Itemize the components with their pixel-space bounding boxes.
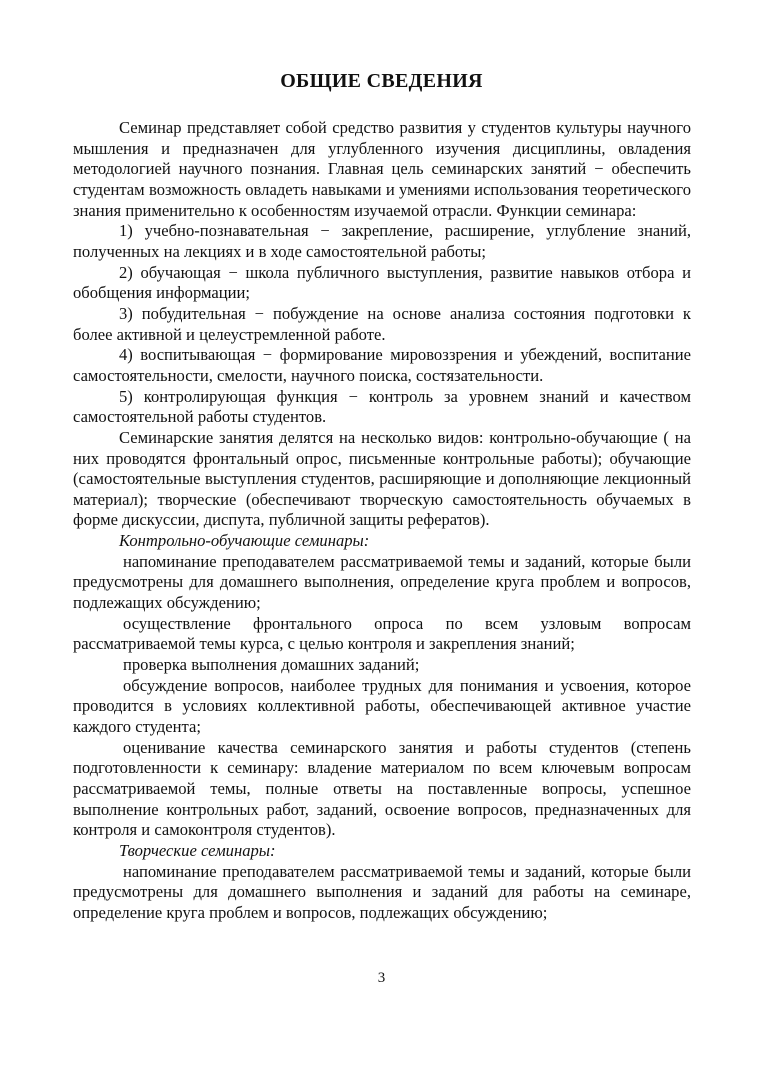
document-body [73, 118, 691, 924]
function-item: 2) обучающая − школа публичного выступления, развитие навыков отбора и обобщения информации; [73, 262, 691, 303]
creative-item: напоминание преподавателем рассматриваемой темы и заданий, которые были предусмотрены для домашнего выполнения и заданий для работы на семинаре, определение круга проблем и вопросов, подлежащих обсуждению; [73, 861, 691, 922]
function-item: 5) контролирующая функция − контроль за уровнем знаний и качеством самостоятельной работы студентов. [73, 386, 691, 427]
page-title: ОБЩИЕ СВЕДЕНИЯ [280, 70, 483, 92]
control-item: оценивание качества семинарского занятия и работы студентов (степень подготовленности к семинару: владение материалом по всем ключевым вопросам рассматриваемой темы, полные ответы на поставленные вопросы, успешное выполнение контрольных работ, заданий, освоение вопросов, предназначенных для контроля и самоконтроля студентов). [73, 737, 691, 840]
control-item: обсуждение вопросов, наиболее трудных для понимания и усвоения, которое проводится в условиях коллективной работы, обеспечивающей активное участие каждого студента; [73, 675, 691, 737]
seminar-types-paragraph: Семинарские занятия делятся на несколько видов: контрольно-обучающие ( на них проводятся фронтальный опрос, письменные контрольные работы); обучающие (самостоятельные выступления студентов, расширяющие и дополняющие лекционный материал); творческие (обеспечивают творческую самостоятельность обучаемых в форме дискуссии, диспута, публичной защиты рефератов). [73, 427, 691, 530]
function-item: 3) побудительная − побуждение на основе анализа состояния подготовки к более активной и целеустремленной работе. [73, 303, 691, 344]
function-item: 4) воспитывающая − формирование мировоззрения и убеждений, воспитание самостоятельности, смелости, научного поиска, состязательности. [73, 345, 691, 385]
control-item: осуществление фронтального опроса по всем узловым вопросам рассматриваемой темы курса, с целью контроля и закрепления знаний; [73, 613, 691, 654]
control-item: проверка выполнения домашних заданий; [123, 655, 420, 675]
function-item: 1) учебно-познавательная − закрепление, расширение, углубление знаний, полученных на лекциях и в ходе самостоятельной работы; [73, 221, 691, 261]
control-item: напоминание преподавателем рассматриваемой темы и заданий, которые были предусмотрены для домашнего выполнения, определение круга проблем и вопросов, подлежащих обсуждению; [73, 551, 691, 613]
creative-seminars-heading: Творческие семинары: [119, 840, 276, 860]
intro-paragraph: Семинар представляет собой средство развития у студентов культуры научного мышления и предназначен для углубленного изучения дисциплины, овладения методологией научного познания. Главная цель семинарских занятий − обеспечить студентам возможность овладеть навыками и умениями использования теоретического знания применительно к особенностям изучаемой отрасли. Функции семинара: [73, 118, 691, 220]
page-number: 3 [377, 970, 386, 986]
control-seminars-heading: Контрольно-обучающие семинары: [119, 531, 370, 551]
